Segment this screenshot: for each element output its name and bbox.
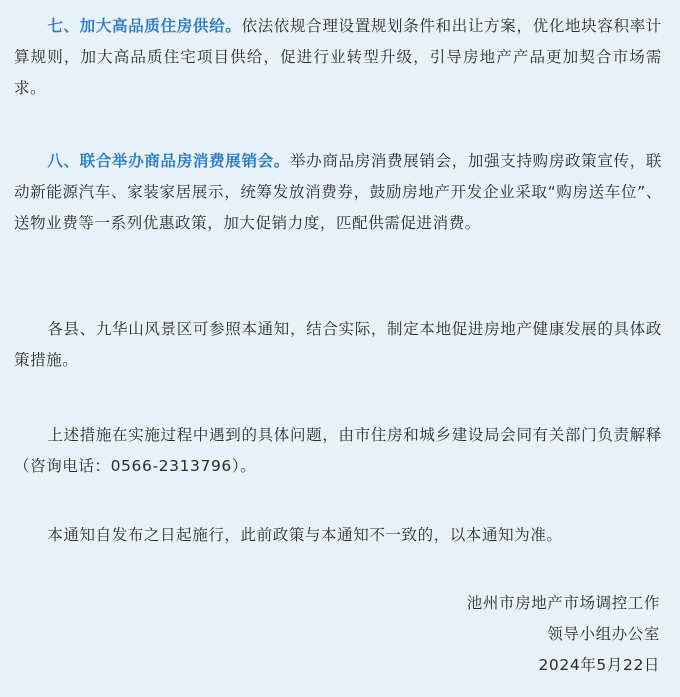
section-8-body: 举办商品房消费展销会，加强支持购房政策宣传，联动新能源汽车、家装家居展示，统筹发放消费券，鼓励房地产开发企业采取“购房送车位”、送物业费等一系列优惠政策，加大促销力度，匹配供需促进消费。 bbox=[14, 152, 662, 232]
paragraph-section-8 bbox=[14, 146, 662, 239]
county-guidance-body: 各县、九华山风景区可参照本通知，结合实际，制定本地促进房地产健康发展的具体政策措施。 bbox=[14, 320, 662, 369]
signature-organization-line2: 领导小组办公室 bbox=[547, 625, 660, 643]
paragraph-interpretation bbox=[14, 420, 662, 482]
section-8-heading: 八、联合举办商品房消费展销会。 bbox=[47, 152, 290, 170]
signature-organization-line1: 池州市房地产市场调控工作 bbox=[466, 594, 660, 612]
signature-date: 2024年5月22日 bbox=[538, 656, 660, 674]
paragraph-effective-date bbox=[14, 520, 662, 551]
paragraph-county-guidance bbox=[14, 314, 662, 376]
interpretation-body: 上述措施在实施过程中遇到的具体问题，由市住房和城乡建设局会同有关部门负责解释（咨询电话：0566-2313796）。 bbox=[14, 426, 662, 475]
paragraph-section-7 bbox=[14, 11, 662, 104]
effective-date-body: 本通知自发布之日起施行，此前政策与本通知不一致的，以本通知为准。 bbox=[47, 526, 563, 544]
section-7-heading: 七、加大高品质住房供给。 bbox=[47, 17, 242, 35]
section-7-body: 依法依规合理设置规划条件和出让方案，优化地块容积率计算规则，加大高品质住宅项目供给，促进行业转型升级，引导房地产产品更加契合市场需求。 bbox=[14, 17, 662, 97]
